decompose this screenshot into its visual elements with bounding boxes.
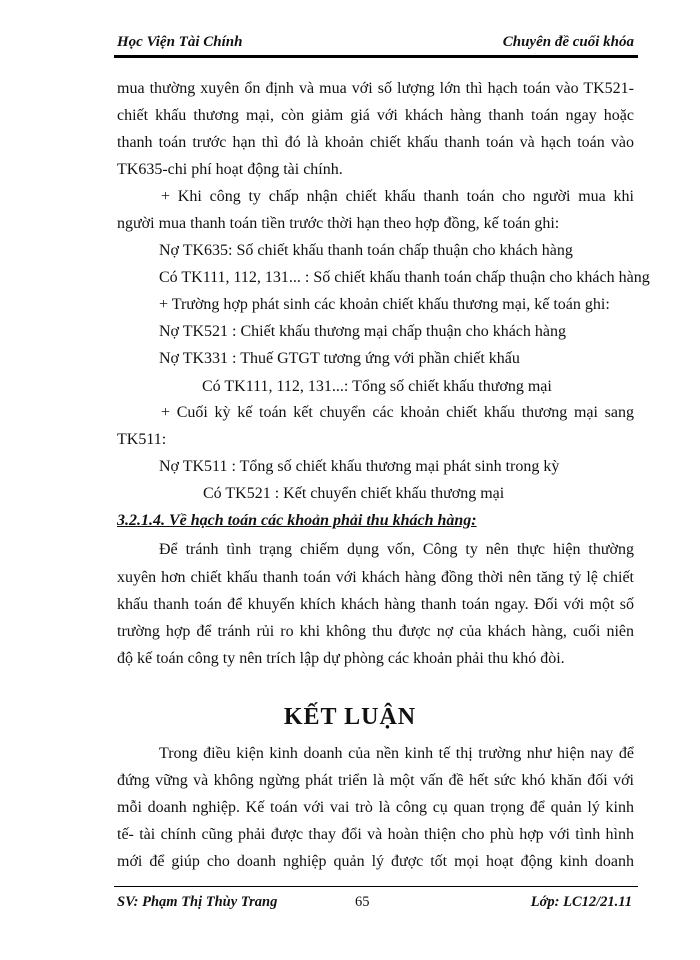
section-line: Để tránh tình trạng chiếm dụng vốn, Công ty nên thực hiện thường xyxy=(159,541,634,558)
body-line: chiết khấu thương mại, còn giảm giá với khách hàng thanh toán ngay hoặc xyxy=(117,107,634,124)
body-line: mua thường xuyên ổn định và mua với số lượng lớn thì hạch toán vào TK521- xyxy=(117,80,634,97)
footer-rule xyxy=(114,886,638,887)
body-line: thanh toán trước hạn thì đó là khoản chiết khấu thanh toán và hạch toán vào xyxy=(117,134,634,151)
body-line: + Khi công ty chấp nhận chiết khấu thanh toán cho người mua khi xyxy=(161,188,634,205)
journal-entry-line: Nợ TK521 : Chiết khấu thương mại chấp thuận cho khách hàng xyxy=(159,323,566,340)
body-line: + Trường hợp phát sinh các khoản chiết khấu thương mại, kế toán ghi: xyxy=(159,296,610,313)
conclusion-line: Trong điều kiện kinh doanh của nền kinh tế thị trường như hiện nay để xyxy=(159,745,634,762)
conclusion-line: tế- tài chính cũng phải được thay đổi và hoàn thiện cho phù hợp với tình hình xyxy=(117,826,634,843)
section-line: xuyên hơn chiết khấu thanh toán với khách hàng đồng thời nên tăng tỷ lệ chiết xyxy=(117,569,634,586)
page-number: 65 xyxy=(355,894,370,910)
body-line: TK511: xyxy=(117,431,167,448)
section-line: độ kế toán công ty nên trích lập dự phòng các khoản phải thu khó đòi. xyxy=(117,650,565,667)
conclusion-line: mỗi doanh nghiệp. Kế toán với vai trò là công cụ quan trọng để quản lý kinh xyxy=(117,799,634,816)
journal-entry-line: Nợ TK511 : Tổng số chiết khấu thương mại phát sinh trong kỳ xyxy=(159,458,560,475)
body-line: người mua thanh toán tiền trước thời hạn theo hợp đồng, kế toán ghi: xyxy=(117,215,560,232)
section-heading: 3.2.1.4. Về hạch toán các khoản phải thu khách hàng: xyxy=(117,512,477,529)
footer-class: Lớp: LC12/21.11 xyxy=(530,894,632,910)
body-line: TK635-chi phí hoạt động tài chính. xyxy=(117,161,343,178)
conclusion-line: đứng vững và không ngừng phát triển là một vấn đề hết sức khó khăn đối với xyxy=(117,772,634,789)
body-line: + Cuối kỳ kế toán kết chuyển các khoản chiết khấu thương mại sang xyxy=(161,404,634,421)
journal-entry-line: Nợ TK635: Số chiết khấu thanh toán chấp thuận cho khách hàng xyxy=(159,242,573,259)
header-rule xyxy=(114,55,638,58)
conclusion-line: mới để giúp cho doanh nghiệp quản lý được tốt mọi hoạt động kinh doanh xyxy=(117,853,634,870)
journal-entry-line: Có TK111, 112, 131... : Số chiết khấu thanh toán chấp thuận cho khách hàng xyxy=(159,269,650,286)
section-line: trường hợp để tránh rủi ro khi không thu được nợ của khách hàng, cuối niên xyxy=(117,623,634,640)
header-document-type: Chuyên đề cuối khóa xyxy=(502,34,634,50)
conclusion-title: KẾT LUẬN xyxy=(283,704,417,730)
journal-entry-line: Có TK521 : Kết chuyển chiết khấu thương mại xyxy=(203,485,505,502)
footer-student-name: SV: Phạm Thị Thùy Trang xyxy=(117,894,278,910)
header-institution: Học Viện Tài Chính xyxy=(117,34,243,50)
section-line: khấu thanh toán để khuyến khích khách hàng thanh toán ngay. Đối với một số xyxy=(117,596,634,613)
journal-entry-line: Có TK111, 112, 131...: Tổng số chiết khấu thương mại xyxy=(202,378,552,395)
journal-entry-line: Nợ TK331 : Thuế GTGT tương ứng với phần chiết khấu xyxy=(159,350,520,367)
